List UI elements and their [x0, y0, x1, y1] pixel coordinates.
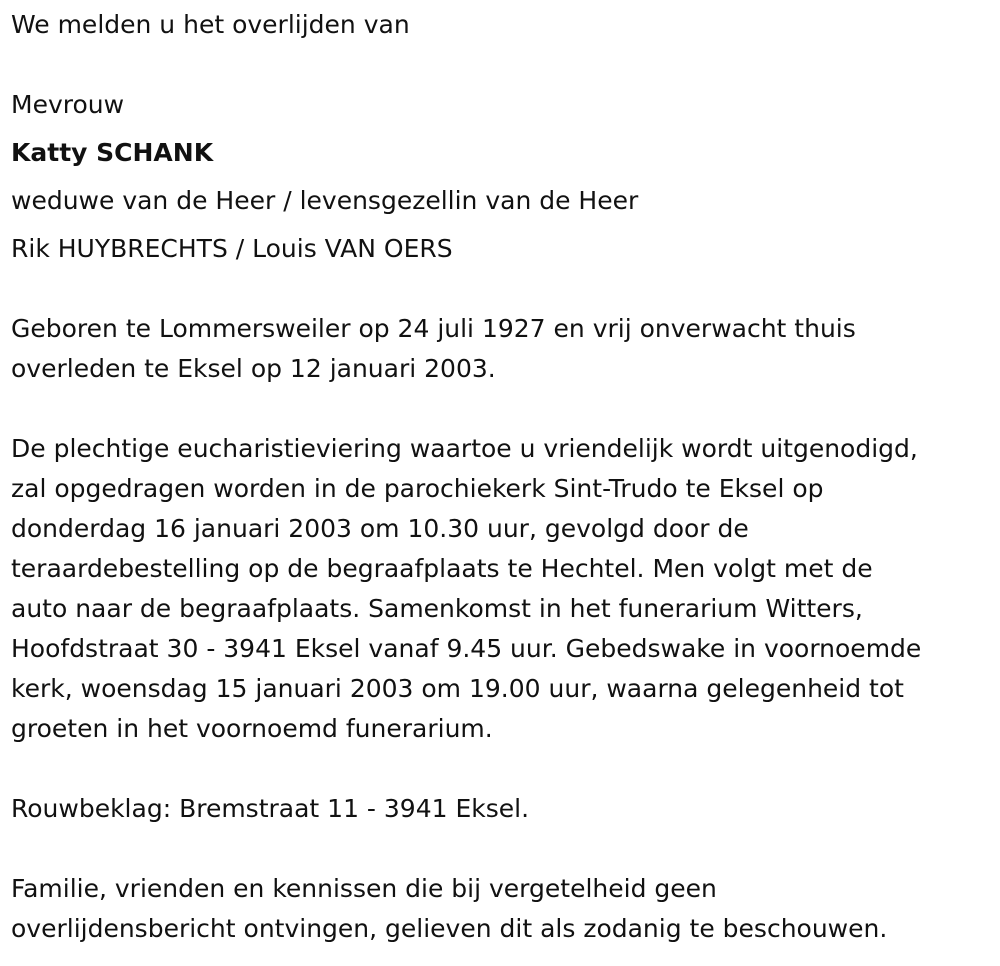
ceremony-line: groeten in het voornoemd funerarium. [11, 714, 493, 743]
condolence-address: Rouwbeklag: Bremstraat 11 - 3941 Eksel. [11, 794, 530, 823]
ceremony-line: auto naar de begraafplaats. Samenkomst in het funerarium Witters, [11, 594, 863, 623]
ceremony-line: zal opgedragen worden in de parochiekerk Sint-Trudo te Eksel op [11, 474, 824, 503]
ceremony-line: Hoofdstraat 30 - 3941 Eksel vanaf 9.45 uur. Gebedswake in voornoemde [11, 634, 922, 663]
salutation: Mevrouw [11, 90, 125, 119]
relation-line-2: Rik HUYBRECHTS / Louis VAN OERS [11, 234, 453, 263]
ceremony-line: De plechtige eucharistieviering waartoe u vriendelijk wordt uitgenodigd, [11, 434, 918, 463]
ceremony-line: teraardebestelling op de begraafplaats te Hechtel. Men volgt met de [11, 554, 873, 583]
relation-line-1: weduwe van de Heer / levensgezellin van de Heer [11, 186, 639, 215]
intro-text: We melden u het overlijden van [11, 10, 410, 39]
ceremony-line: donderdag 16 januari 2003 om 10.30 uur, gevolgd door de [11, 514, 749, 543]
deceased-name: Katty SCHANK [11, 138, 214, 167]
closing-line: Familie, vrienden en kennissen die bij vergetelheid geen [11, 874, 717, 903]
birth-death-line: Geboren te Lommersweiler op 24 juli 1927 en vrij onverwacht thuis [11, 314, 856, 343]
closing-line: overlijdensbericht ontvingen, gelieven dit als zodanig te beschouwen. [11, 914, 888, 943]
ceremony-line: kerk, woensdag 15 januari 2003 om 19.00 uur, waarna gelegenheid tot [11, 674, 904, 703]
birth-death-line: overleden te Eksel op 12 januari 2003. [11, 354, 496, 383]
